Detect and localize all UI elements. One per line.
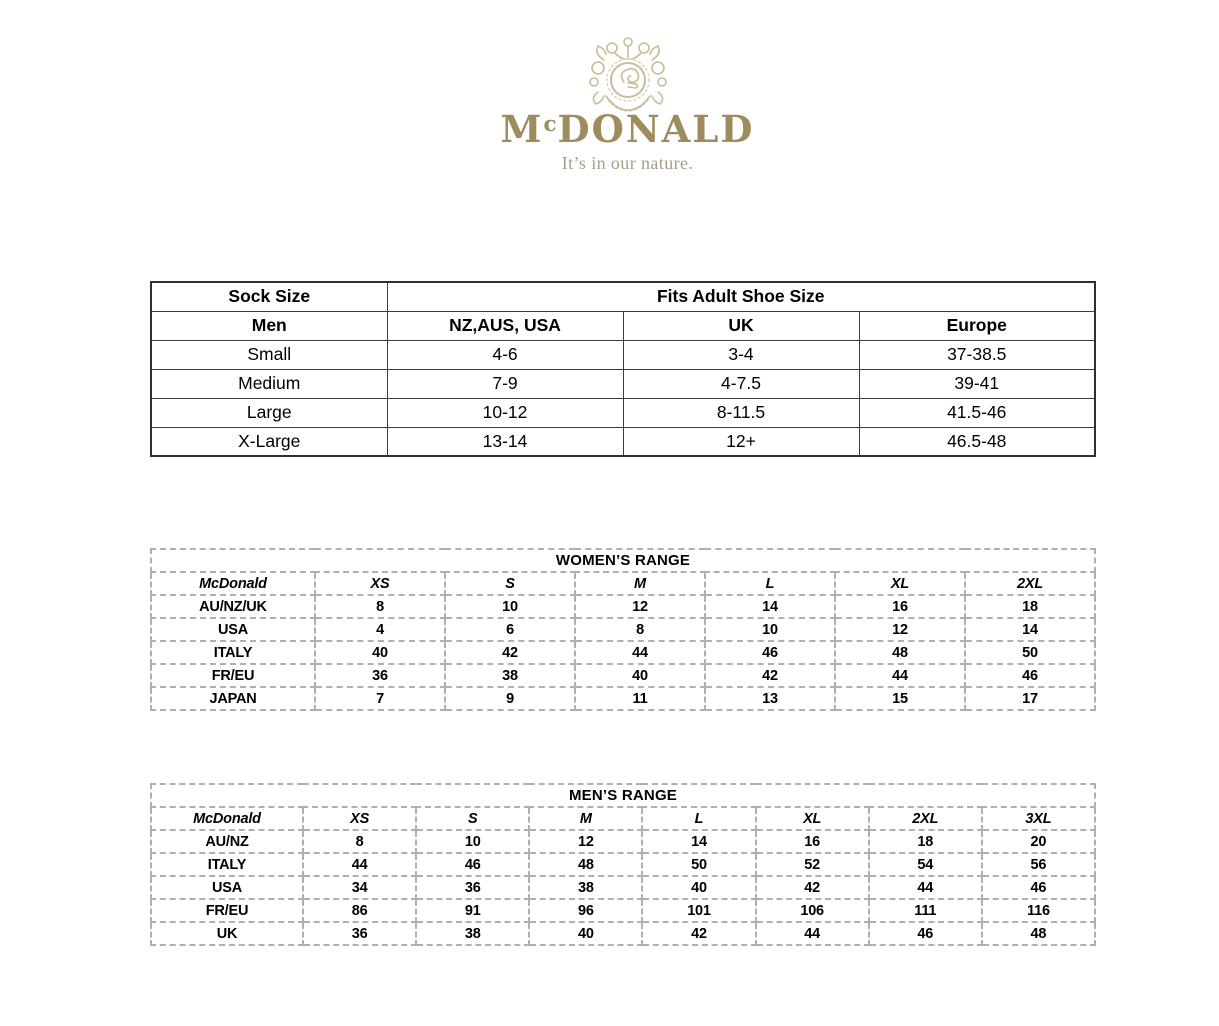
mens-range-table (150, 783, 1096, 946)
value-cell: 18 (869, 830, 982, 853)
value-cell: 11 (575, 687, 705, 710)
value-cell: 4-6 (387, 340, 623, 369)
value-cell: XS (315, 572, 445, 595)
value-cell: 111 (869, 899, 982, 922)
value-cell: 96 (529, 899, 642, 922)
value-cell: 37-38.5 (859, 340, 1095, 369)
table-row (151, 664, 1095, 687)
wordmark-rest: DONALD (557, 107, 755, 151)
value-cell: 16 (835, 595, 965, 618)
value-cell: 46.5-48 (859, 427, 1095, 456)
fits-adult-shoe-size-header: Fits Adult Shoe Size (387, 282, 1095, 311)
table-row (151, 340, 1095, 369)
value-cell: 91 (416, 899, 529, 922)
value-cell: 8 (575, 618, 705, 641)
womens-range-title: WOMEN’S RANGE (151, 549, 1095, 572)
value-cell: 6 (445, 618, 575, 641)
value-cell: 46 (982, 876, 1095, 899)
value-cell: 44 (575, 641, 705, 664)
value-cell: 4 (315, 618, 445, 641)
row-label-cell: Large (151, 398, 387, 427)
table-row (151, 807, 1095, 830)
row-label-cell: JAPAN (151, 687, 315, 710)
value-cell: L (642, 807, 755, 830)
value-cell: 3XL (982, 807, 1095, 830)
value-cell: 8-11.5 (623, 398, 859, 427)
value-cell: 50 (642, 853, 755, 876)
value-cell: 42 (445, 641, 575, 664)
value-cell: M (575, 572, 705, 595)
value-cell: 56 (982, 853, 1095, 876)
value-cell: 3-4 (623, 340, 859, 369)
table-row (151, 311, 1095, 340)
value-cell: 4-7.5 (623, 369, 859, 398)
row-label-cell: AU/NZ/UK (151, 595, 315, 618)
value-cell: 48 (529, 853, 642, 876)
sock-size-table (150, 281, 1096, 457)
sock-data-rows (151, 340, 1095, 456)
row-label-cell: McDonald (151, 572, 315, 595)
value-cell: 9 (445, 687, 575, 710)
value-cell: 52 (756, 853, 869, 876)
value-cell: 54 (869, 853, 982, 876)
row-label-cell: McDonald (151, 807, 303, 830)
value-cell: 7 (315, 687, 445, 710)
value-cell: 17 (965, 687, 1095, 710)
value-cell: 12 (835, 618, 965, 641)
table-row (151, 899, 1095, 922)
table-row (151, 922, 1095, 945)
value-cell: 40 (575, 664, 705, 687)
value-cell: 44 (869, 876, 982, 899)
value-cell: 48 (982, 922, 1095, 945)
value-cell: 44 (303, 853, 416, 876)
value-cell: 12+ (623, 427, 859, 456)
value-cell: 2XL (869, 807, 982, 830)
value-cell: 36 (416, 876, 529, 899)
value-cell: Europe (859, 311, 1095, 340)
table-title-row (151, 549, 1095, 572)
womens-range-table (150, 548, 1096, 711)
row-label-cell: X-Large (151, 427, 387, 456)
row-label-cell: USA (151, 876, 303, 899)
value-cell: 36 (303, 922, 416, 945)
row-label-cell: Men (151, 311, 387, 340)
value-cell: 18 (965, 595, 1095, 618)
value-cell: 38 (416, 922, 529, 945)
brand-tagline: It’s in our nature. (561, 153, 694, 173)
value-cell: 8 (315, 595, 445, 618)
brand-logo (18, 33, 1219, 174)
value-cell: NZ,AUS, USA (387, 311, 623, 340)
sock-size-column-header: Sock Size (151, 282, 387, 311)
value-cell: 15 (835, 687, 965, 710)
value-cell: XS (303, 807, 416, 830)
value-cell: 44 (756, 922, 869, 945)
value-cell: 46 (416, 853, 529, 876)
value-cell: 40 (315, 641, 445, 664)
ram-crest-icon (18, 33, 1219, 117)
row-label-cell: ITALY (151, 641, 315, 664)
value-cell: UK (623, 311, 859, 340)
wordmark-superscript-c: c (543, 111, 558, 137)
value-cell: 101 (642, 899, 755, 922)
mens-header-row-group (151, 807, 1095, 830)
wordmark-m: M (500, 107, 544, 151)
table-row (151, 427, 1095, 456)
value-cell: 12 (529, 830, 642, 853)
table-header-row (151, 282, 1095, 311)
table-title-row (151, 784, 1095, 807)
value-cell: XL (835, 572, 965, 595)
value-cell: 34 (303, 876, 416, 899)
womens-data-rows (151, 595, 1095, 710)
value-cell: 12 (575, 595, 705, 618)
table-row (151, 398, 1095, 427)
mens-data-rows (151, 830, 1095, 945)
row-label-cell: UK (151, 922, 303, 945)
value-cell: 46 (705, 641, 835, 664)
table-row (151, 369, 1095, 398)
value-cell: 10 (445, 595, 575, 618)
value-cell: 50 (965, 641, 1095, 664)
value-cell: 42 (642, 922, 755, 945)
table-row (151, 641, 1095, 664)
value-cell: 42 (756, 876, 869, 899)
value-cell: 106 (756, 899, 869, 922)
value-cell: S (416, 807, 529, 830)
value-cell: M (529, 807, 642, 830)
value-cell: 38 (445, 664, 575, 687)
row-label-cell: FR/EU (151, 899, 303, 922)
value-cell: 46 (869, 922, 982, 945)
value-cell: 13-14 (387, 427, 623, 456)
value-cell: 20 (982, 830, 1095, 853)
value-cell: 40 (642, 876, 755, 899)
value-cell: 10-12 (387, 398, 623, 427)
value-cell: 44 (835, 664, 965, 687)
table-row (151, 830, 1095, 853)
value-cell: 39-41 (859, 369, 1095, 398)
value-cell: 16 (756, 830, 869, 853)
value-cell: 14 (642, 830, 755, 853)
brand-wordmark (18, 107, 1219, 151)
row-label-cell: ITALY (151, 853, 303, 876)
value-cell: 7-9 (387, 369, 623, 398)
value-cell: 10 (705, 618, 835, 641)
value-cell: 2XL (965, 572, 1095, 595)
table-row (151, 876, 1095, 899)
table-row (151, 595, 1095, 618)
row-label-cell: Medium (151, 369, 387, 398)
value-cell: XL (756, 807, 869, 830)
value-cell: S (445, 572, 575, 595)
mens-range-title: MEN’S RANGE (151, 784, 1095, 807)
value-cell: 46 (965, 664, 1095, 687)
value-cell: 42 (705, 664, 835, 687)
value-cell: 14 (705, 595, 835, 618)
value-cell: 86 (303, 899, 416, 922)
value-cell: 48 (835, 641, 965, 664)
sock-subheader-row-group (151, 311, 1095, 340)
table-row (151, 572, 1095, 595)
value-cell: 8 (303, 830, 416, 853)
womens-header-row-group (151, 572, 1095, 595)
value-cell: 13 (705, 687, 835, 710)
value-cell: L (705, 572, 835, 595)
value-cell: 14 (965, 618, 1095, 641)
row-label-cell: USA (151, 618, 315, 641)
value-cell: 41.5-46 (859, 398, 1095, 427)
value-cell: 10 (416, 830, 529, 853)
value-cell: 38 (529, 876, 642, 899)
row-label-cell: FR/EU (151, 664, 315, 687)
table-row (151, 618, 1095, 641)
value-cell: 36 (315, 664, 445, 687)
row-label-cell: Small (151, 340, 387, 369)
row-label-cell: AU/NZ (151, 830, 303, 853)
table-row (151, 687, 1095, 710)
value-cell: 116 (982, 899, 1095, 922)
table-row (151, 853, 1095, 876)
value-cell: 40 (529, 922, 642, 945)
